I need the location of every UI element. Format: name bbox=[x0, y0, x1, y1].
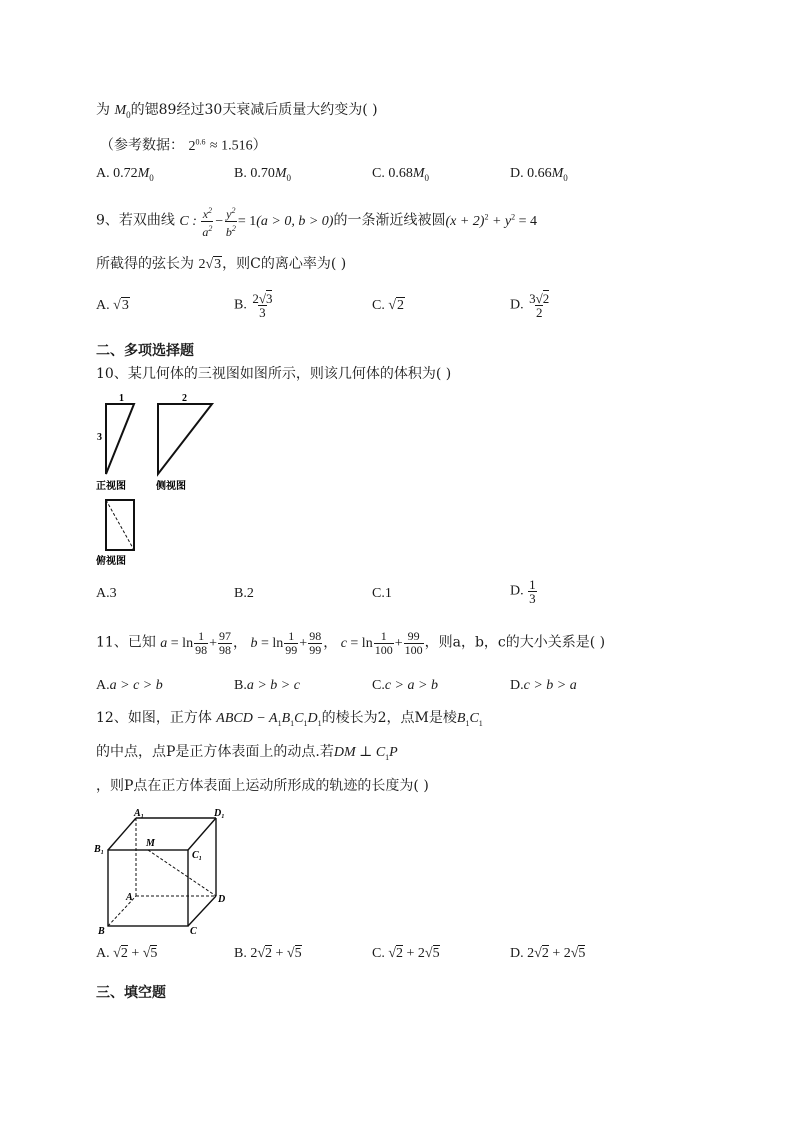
label-c: C bbox=[190, 926, 197, 936]
q11-option-c[interactable]: C.c > a > b bbox=[372, 678, 438, 693]
q10-option-c[interactable]: C.1 bbox=[372, 586, 392, 601]
top-view-rectangle bbox=[106, 500, 134, 550]
q12-middle: 的棱长为2，点M是棱 bbox=[321, 710, 457, 726]
q11-option-d[interactable]: D.c > b > a bbox=[510, 678, 577, 693]
section-heading-multi-choice: 二、多项选择题 bbox=[96, 343, 194, 359]
q8-option-a[interactable]: A. $0.72M_0$ bbox=[96, 166, 154, 183]
ref-suffix: ） bbox=[252, 137, 267, 154]
edge-b1-a1 bbox=[108, 818, 136, 850]
q8-prefix: 为 bbox=[96, 102, 110, 118]
label-c1: C₁ bbox=[192, 850, 203, 861]
q12-option-d[interactable]: D. 2√2 + 2√5 bbox=[510, 946, 586, 961]
q9-option-a[interactable]: A. √3 bbox=[96, 298, 129, 313]
section-heading-fill-blank: 三、填空题 bbox=[96, 985, 166, 1001]
q12-option-c[interactable]: C. √2 + 2√5 bbox=[372, 946, 440, 961]
q9-prefix: 9、若双曲线 bbox=[96, 212, 175, 229]
top-view-dashed-diagonal bbox=[106, 500, 134, 550]
q8-text: 的锶89经过30天衰减后质量大约变为( ) bbox=[130, 102, 378, 118]
label-b1: B₁ bbox=[94, 844, 105, 855]
q10-option-b[interactable]: B.2 bbox=[234, 586, 254, 601]
q12-options bbox=[96, 946, 696, 970]
side-view-triangle bbox=[158, 404, 212, 474]
q12-prefix: 12、如图，正方体 bbox=[96, 710, 212, 726]
q9-line1 bbox=[96, 204, 537, 239]
front-view-triangle bbox=[106, 404, 134, 474]
q10-option-d[interactable]: D. $\frac{1}{3}$ bbox=[510, 577, 536, 606]
edge-c-d bbox=[188, 896, 216, 926]
q11-options bbox=[96, 678, 696, 702]
q11-prefix: 11、已知 bbox=[96, 634, 156, 651]
label-b: B bbox=[98, 926, 105, 936]
q9-option-d[interactable]: D. $\frac{3√2}{2}$ bbox=[510, 291, 550, 320]
ref-prefix: （参考数据： bbox=[100, 137, 184, 154]
label-d: D bbox=[218, 894, 226, 905]
q8-line1 bbox=[96, 100, 378, 125]
edge-name: $B_1C_1$ bbox=[456, 711, 483, 728]
q12-line1 bbox=[96, 708, 483, 734]
cube-name: ABCD − $A_1B_1C_1D_1$ bbox=[216, 711, 322, 728]
label-m: M bbox=[146, 838, 155, 849]
q9-line2-prefix: 所截得的弦长为 bbox=[96, 256, 194, 272]
chord-length: 2√3 bbox=[198, 257, 222, 272]
q8-option-d[interactable]: D. $0.66M_0$ bbox=[510, 166, 568, 183]
circle-equation: $(x + 2)^2 + y^2 = 4$ bbox=[445, 212, 538, 229]
ref-approx: ≈ 1.516 bbox=[209, 138, 253, 154]
label-a: A bbox=[126, 892, 133, 903]
label-a1: A₁ bbox=[134, 808, 145, 819]
q12-line3: ，则P点在正方体表面上运动所形成的轨迹的长度为( ) bbox=[96, 778, 429, 794]
q8-option-c[interactable]: C. $0.68M_0$ bbox=[372, 166, 430, 183]
q12-option-b[interactable]: B. 2√2 + √5 bbox=[234, 946, 302, 961]
three-view-diagram bbox=[94, 390, 224, 570]
q11-suffix: ，则a，b，c的大小关系是( ) bbox=[424, 634, 606, 651]
segment-m-d bbox=[148, 850, 216, 896]
perpendicular-condition: DM ⊥ $C_1P$ bbox=[333, 745, 398, 762]
q9-line2-suffix: ，则C的离心率为( ) bbox=[222, 256, 347, 272]
m0-symbol: $M_0$ bbox=[114, 103, 131, 120]
q12-line2-text: 的中点，点P是正方体表面上的动点.若 bbox=[96, 744, 334, 760]
q10-stem: 10、某几何体的三视图如图所示，则该几何体的体积为( ) bbox=[96, 366, 452, 382]
q12-option-a[interactable]: A. √2 + √5 bbox=[96, 946, 158, 961]
side-view-label: 侧视图 bbox=[156, 481, 186, 492]
ref-power: $2^{0.6}$ bbox=[188, 137, 206, 154]
cube-front-face bbox=[108, 850, 188, 926]
q11-option-a[interactable]: A.a > c > b bbox=[96, 678, 163, 693]
q9-option-c[interactable]: C. √2 bbox=[372, 298, 405, 313]
hyperbola-equation: C : $\frac{x^2}{a^2}$ − $\frac{y^2}{b^2}$ = 1(a > 0, b > 0) bbox=[179, 206, 334, 239]
dim-label-2: 2 bbox=[182, 393, 187, 404]
q8-options bbox=[96, 166, 696, 190]
q12-line2 bbox=[96, 742, 398, 768]
q8-option-b[interactable]: B. $0.70M_0$ bbox=[234, 166, 292, 183]
label-d1: D₁ bbox=[214, 808, 225, 819]
front-view-label: 正视图 bbox=[96, 481, 126, 492]
q10-options bbox=[96, 578, 696, 618]
edge-c1-d1 bbox=[188, 818, 216, 850]
q11-option-b[interactable]: B.a > b > c bbox=[234, 678, 300, 693]
dim-label-1: 1 bbox=[119, 393, 124, 404]
q11-stem bbox=[96, 630, 605, 657]
q9-middle: 的一条渐近线被圆 bbox=[333, 212, 446, 229]
top-view-label: 俯视图 bbox=[96, 556, 126, 567]
q9-option-b[interactable]: B. $\frac{2√3}{3}$ bbox=[234, 291, 273, 320]
q10-option-a[interactable]: A.3 bbox=[96, 586, 117, 601]
q9-options bbox=[96, 292, 696, 332]
q8-reference bbox=[100, 132, 267, 157]
cube-diagram bbox=[94, 806, 244, 936]
q11-expressions: a = ln $\frac{1}{98}$ + $\frac{97}{98}$ ， b = ln $\frac{1}{99}$ + $\frac{98}{99}$ ， c = ln $\frac{1}{100}$ + $\frac{99}{100}$ bbox=[160, 629, 423, 657]
dim-label-3: 3 bbox=[97, 432, 102, 443]
q9-line2 bbox=[96, 254, 346, 275]
